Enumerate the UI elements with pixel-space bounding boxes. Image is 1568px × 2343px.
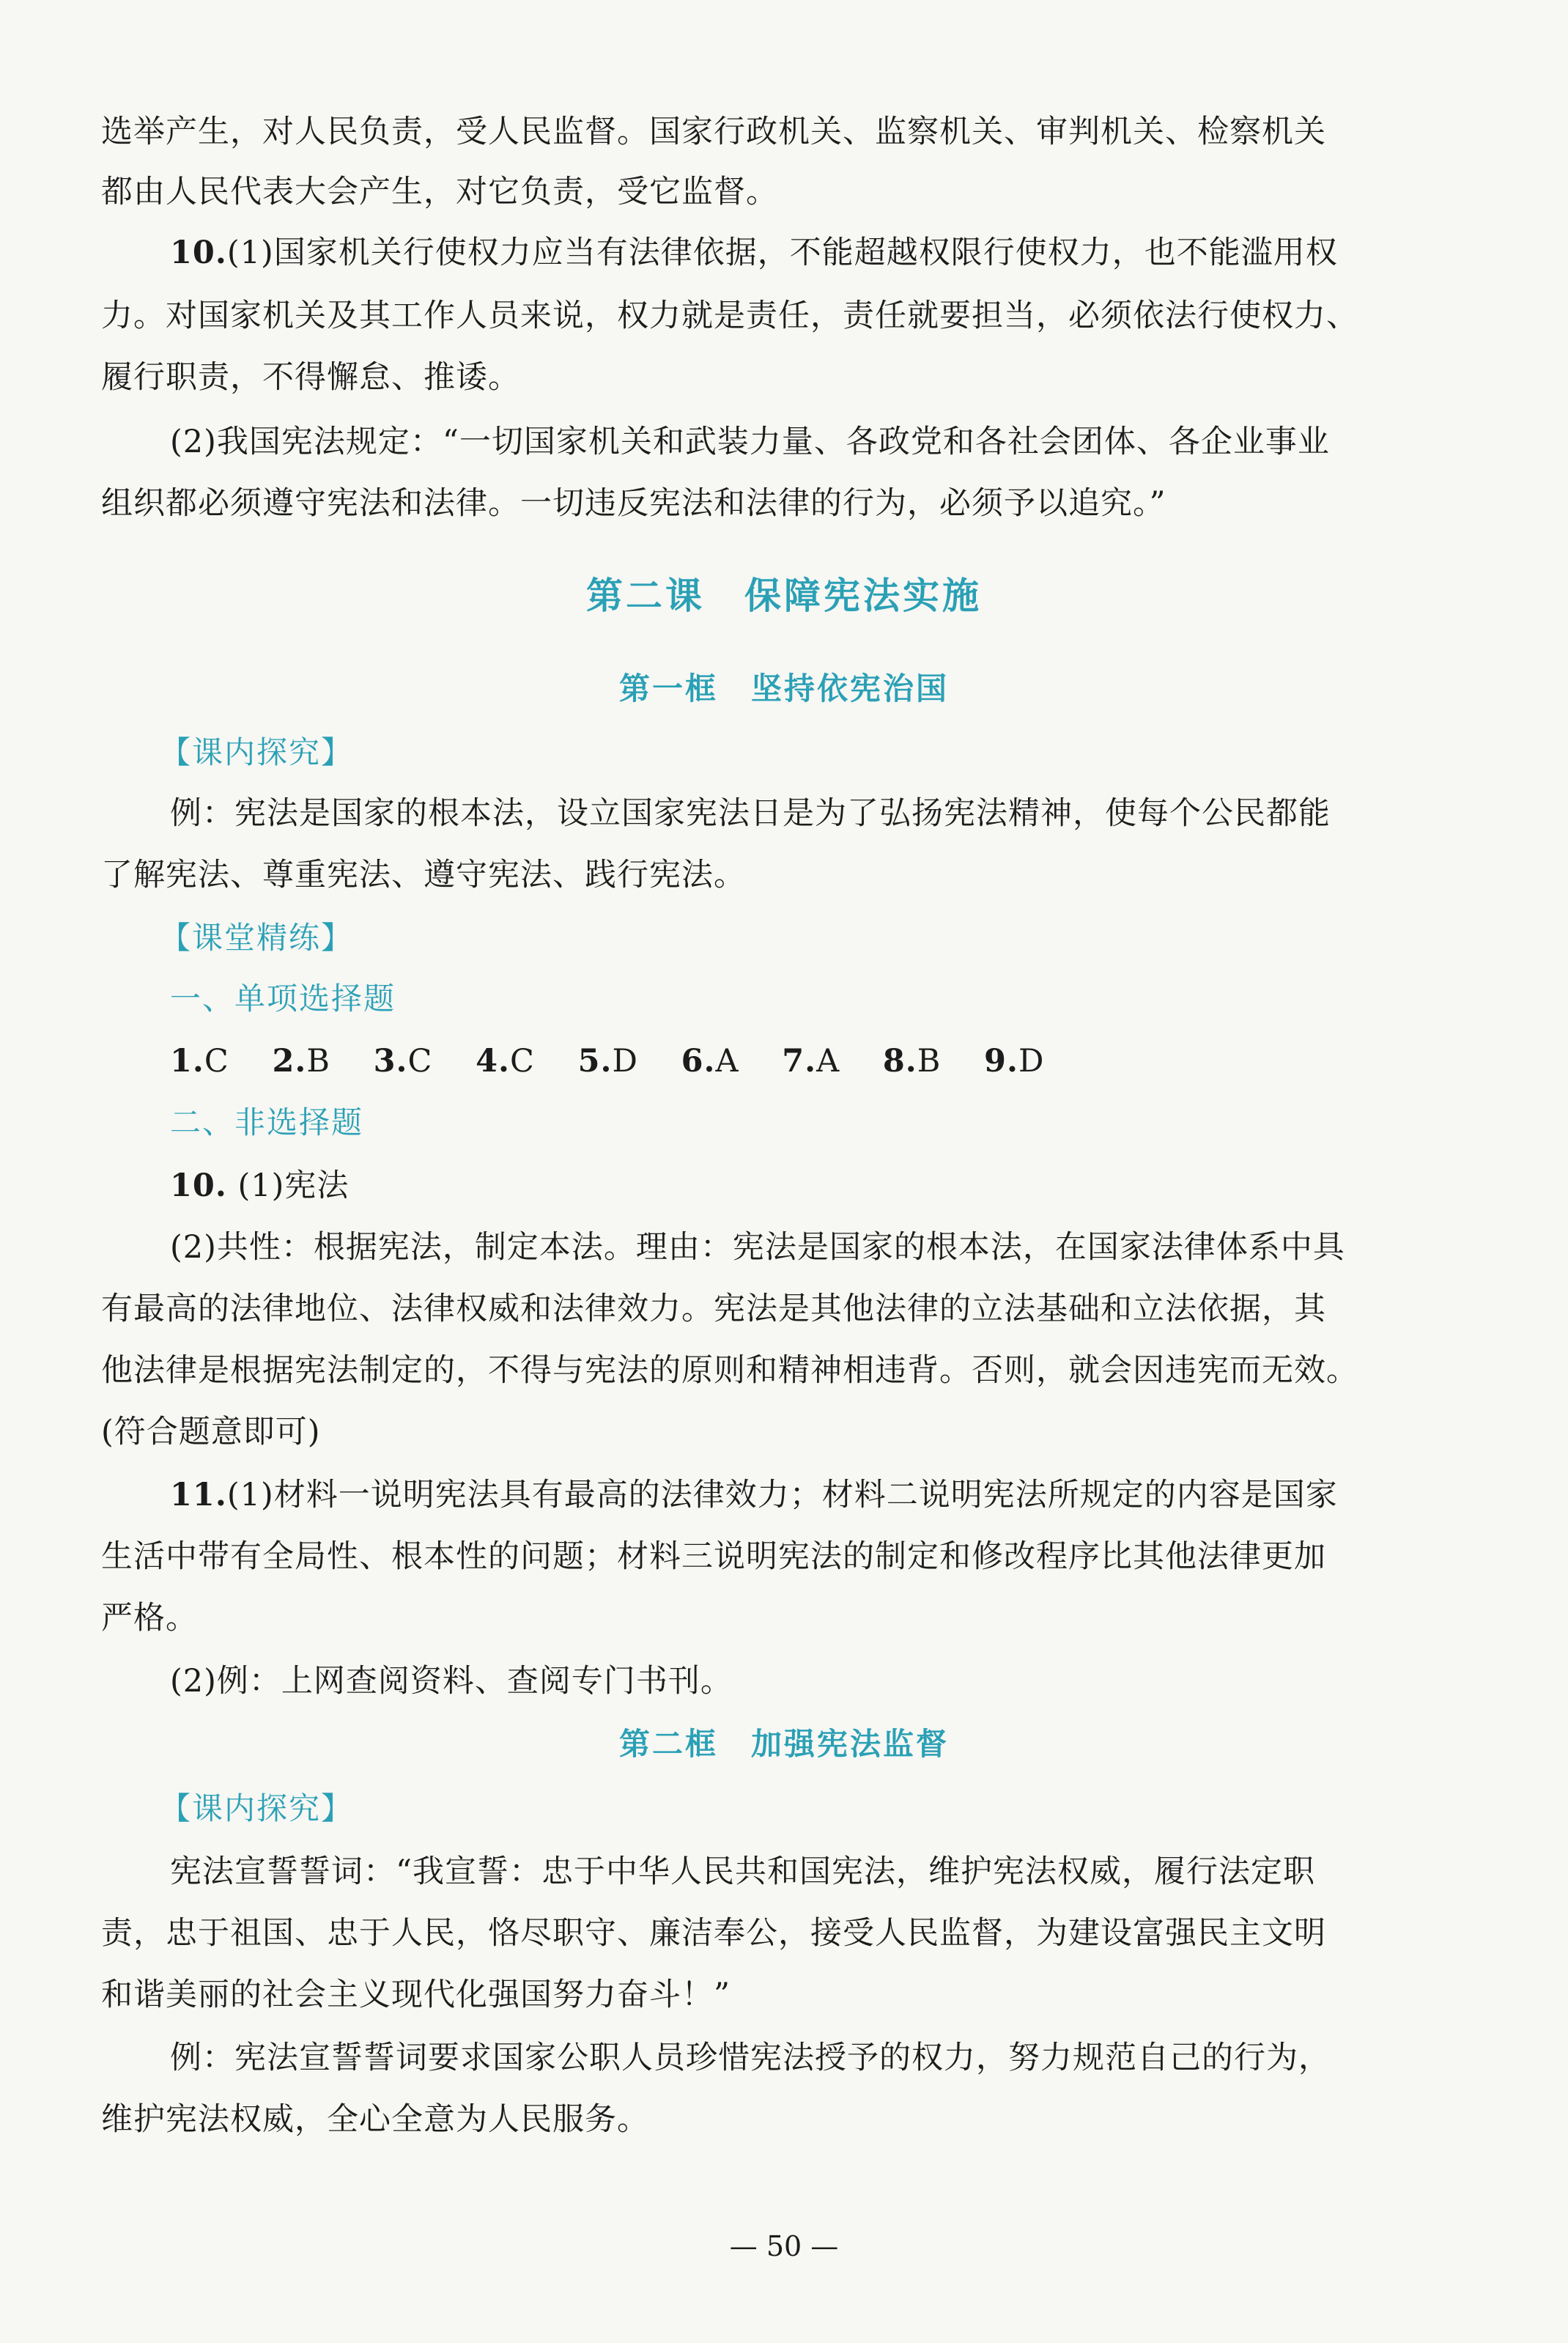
section-tag-explore: 【课内探究】 — [160, 734, 354, 770]
text-line: 履行职责，不得懈怠、推诿。 — [101, 359, 520, 396]
text-line: (符合题意即可) — [101, 1414, 321, 1450]
text-line: 选举产生，对人民负责，受人民监督。国家行政机关、监察机关、审判机关、检察机关 — [101, 114, 1326, 150]
choice-answers-row — [170, 1039, 1044, 1083]
text-line: (2)我国宪法规定：“一切国家机关和武装力量、各政党和各社会团体、各企业事业 — [170, 424, 1330, 460]
text-line: 和谐美丽的社会主义现代化强国努力奋斗！” — [101, 1977, 731, 2013]
text-line: 严格。 — [101, 1600, 198, 1637]
answer-item: 5.D — [577, 1043, 638, 1080]
lesson-title: 第二课 保障宪法实施 — [586, 575, 982, 617]
frame-title: 第一框 坚持依宪治国 — [618, 671, 949, 706]
text-line: 维护宪法权威，全心全意为人民服务。 — [101, 2101, 649, 2138]
question-10-part1-line — [170, 231, 1338, 275]
answer-item: 1.C — [170, 1043, 229, 1080]
text-line: 力。对国家机关及其工作人员来说，权力就是责任，责任就要担当，必须依法行使权力、 — [101, 298, 1358, 334]
answer-item: 2.B — [272, 1043, 330, 1080]
text-line: 例：宪法宣誓誓词要求国家公职人员珍惜宪法授予的权力，努力规范自己的行为， — [170, 2040, 1331, 2076]
question-10-line: 10. (1)宪法 — [170, 1167, 350, 1204]
section-tag-practice: 【课堂精练】 — [160, 920, 354, 956]
question-number: 10. — [170, 1167, 227, 1204]
question-11-line: 11.(1)材料一说明宪法具有最高的法律效力；材料二说明宪法所规定的内容是国家 — [170, 1477, 1338, 1513]
section-heading-non-choice: 二、非选择题 — [170, 1104, 364, 1140]
text-line: 了解宪法、尊重宪法、遵守宪法、践行宪法。 — [101, 857, 746, 893]
text-line: (2)例：上网查阅资料、查阅专门书刊。 — [170, 1663, 733, 1700]
text-line: 都由人民代表大会产生，对它负责，受它监督。 — [101, 174, 778, 210]
text-line: 他法律是根据宪法制定的，不得与宪法的原则和精神相违背。否则，就会因违宪而无效。 — [101, 1352, 1358, 1389]
section-heading-single-choice: 一、单项选择题 — [170, 981, 396, 1016]
frame-title: 第二框 加强宪法监督 — [618, 1726, 949, 1762]
answer-text: (1)国家机关行使权力应当有法律依据，不能超越权限行使权力，也不能滥用权 — [226, 235, 1338, 271]
answer-item: 4.C — [476, 1043, 535, 1080]
text-line: 例：宪法是国家的根本法，设立国家宪法日是为了弘扬宪法精神，使每个公民都能 — [170, 795, 1331, 832]
question-number: 10. — [170, 235, 227, 271]
answer-item: 8.B — [882, 1043, 942, 1080]
text-line: 有最高的法律地位、法律权威和法律效力。宪法是其他法律的立法基础和立法依据，其 — [101, 1291, 1326, 1327]
text-line: (2)共性：根据宪法，制定本法。理由：宪法是国家的根本法，在国家法律体系中具 — [170, 1229, 1345, 1266]
answer-item: 7.A — [782, 1043, 840, 1080]
question-number: 11. — [170, 1477, 227, 1513]
text-line: 生活中带有全局性、根本性的问题；材料三说明宪法的制定和修改程序比其他法律更加 — [101, 1538, 1326, 1575]
answer-item: 3.C — [373, 1043, 433, 1080]
page-number: — 50 — — [729, 2230, 839, 2262]
text-line: 责，忠于祖国、忠于人民，恪尽职守、廉洁奉公，接受人民监督，为建设富强民主文明 — [101, 1915, 1326, 1952]
text-line: 组织都必须遵守宪法和法律。一切违反宪法和法律的行为，必须予以追究。” — [101, 485, 1166, 522]
answer-item: 6.A — [681, 1043, 739, 1080]
answer-item: 9.D — [984, 1043, 1045, 1080]
section-tag-explore: 【课内探究】 — [160, 1790, 354, 1826]
text-line: 宪法宣誓誓词：“我宣誓：忠于中华人民共和国宪法，维护宪法权威，履行法定职 — [170, 1853, 1315, 1890]
